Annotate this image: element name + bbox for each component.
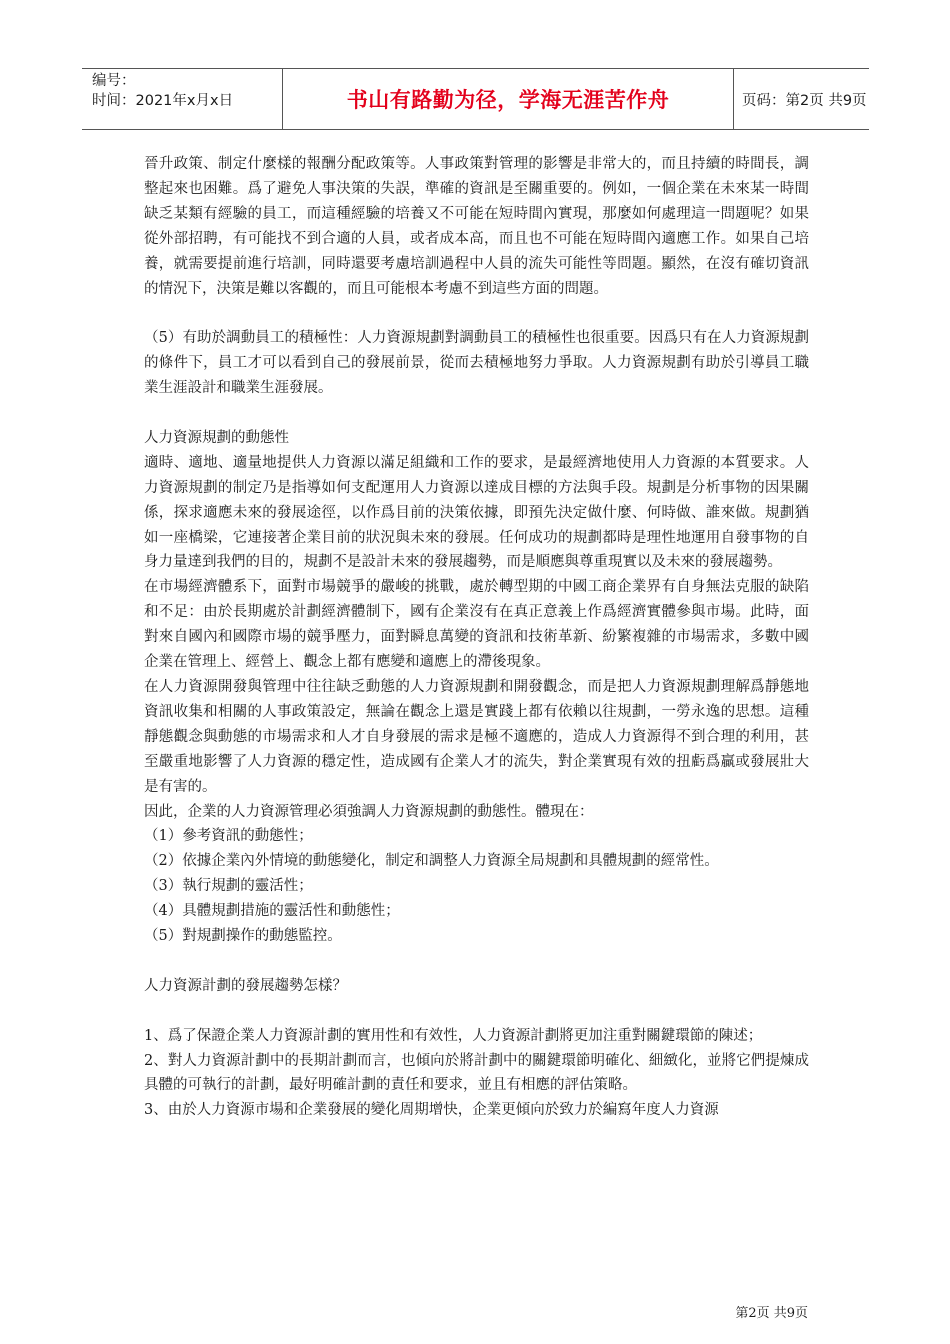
paragraph-spacer	[144, 301, 809, 326]
page-footer: 第2页 共9页	[735, 1306, 808, 1321]
header-meta	[92, 71, 282, 111]
paragraph: 晉升政策、制定什麼樣的報酬分配政策等。人事政策對管理的影響是非常大的，而且持續的時間長，調整起來也困難。爲了避免人事決策的失誤，準確的資訊是至關重要的。例如，一個企業在未來某一時間缺乏某類有經驗的員工，而這種經驗的培養又不可能在短時間內實現，那麼如何處理這一問題呢？如果從外部招聘，有可能找不到合適的人員，或者成本高，而且也不可能在短時間內適應工作。如果自己培養，就需要提前進行培訓，同時還要考慮培訓過程中人員的流失可能性等問題。顯然，在沒有確切資訊的情況下，決策是難以客觀的，而且可能根本考慮不到這些方面的問題。	[144, 156, 809, 297]
paragraph: 人力資源計劃的發展趨勢怎樣？	[144, 977, 347, 994]
header-number-label: 编号：	[92, 73, 136, 89]
paragraph-spacer	[144, 401, 809, 426]
paragraph: （1）參考資訊的動態性；	[144, 828, 313, 845]
paragraph: 3、由於人力資源市場和企業發展的變化周期增快，企業更傾向於致力於編寫年度人力資源	[144, 1102, 719, 1119]
paragraph: 1、爲了保證企業人力資源計劃的實用性和有效性，人力資源計劃將更加注重對關鍵環節的陳述；	[144, 1027, 763, 1044]
paragraph: （4）具體規劃措施的靈活性和動態性；	[144, 903, 400, 920]
paragraph: 因此，企業的人力資源管理必須強調人力資源規劃的動態性。體現在：	[144, 803, 594, 820]
document-body	[144, 152, 809, 1123]
paragraph: 人力資源規劃的動態性	[144, 429, 289, 446]
paragraph-spacer	[144, 999, 809, 1024]
header-date-label: 时间：2021年x月x日	[92, 93, 234, 109]
header-divider	[733, 69, 734, 129]
paragraph: 在市場經濟體系下，面對市場競爭的嚴峻的挑戰，處於轉型期的中國工商企業界有自身無法克服的缺陷和不足：由於長期處於計劃經濟體制下，國有企業沒有在真正意義上作爲經濟實體參與市場。此時，面對來自國內和國際市場的競爭壓力，面對瞬息萬變的資訊和技術革新、紛繁複雜的市場需求，多數中國企業在管理上、經營上、觀念上都有應變和適應上的滯後現象。	[144, 579, 809, 671]
paragraph: 2、對人力資源計劃中的長期計劃而言，也傾向於將計劃中的關鍵環節明確化、細緻化，並將它們提煉成具體的可執行的計劃，最好明確計劃的責任和要求，並且有相應的評估策略。	[144, 1052, 809, 1094]
header-motto: 书山有路勤为径，学海无涯苦作舟	[346, 88, 670, 112]
page-header	[82, 68, 869, 130]
paragraph: （3）執行規劃的靈活性；	[144, 878, 313, 895]
paragraph: 適時、適地、適量地提供人力資源以滿足組織和工作的要求，是最經濟地使用人力資源的本質要求。人力資源規劃的制定乃是指導如何支配運用人力資源以達成目標的方法與手段。規劃是分析事物的因果關係，探求適應未來的發展途徑，以作爲目前的決策依據，即預先決定做什麼、何時做、誰來做。規劃猶如一座橋梁，它連接著企業目前的狀況與未來的發展。任何成功的規劃都時是理性地運用自發事物的自身力量達到我們的目的，規劃不是設計未來的發展趨勢，而是順應與尊重現實以及未來的發展趨勢。	[144, 454, 809, 571]
paragraph: 在人力資源開發與管理中往往缺乏動態的人力資源規劃和開發觀念，而是把人力資源規劃理解爲靜態地資訊收集和相關的人事政策設定，無論在觀念上還是實踐上都有依賴以往規劃，一勞永逸的思想。這種靜態觀念與動態的市場需求和人才自身發展的需求是極不適應的，造成人力資源得不到合理的利用，甚至嚴重地影響了人力資源的穩定性，造成國有企業人才的流失，對企業實現有效的扭虧爲贏或發展壯大是有害的。	[144, 679, 809, 795]
paragraph: （5）有助於調動員工的積極性：人力資源規劃對調動員工的積極性也很重要。因爲只有在人力資源規劃的條件下，員工才可以看到自己的發展前景，從而去積極地努力爭取。人力資源規劃有助於引導員工職業生涯設計和職業生涯發展。	[144, 330, 809, 397]
paragraph: （5）對規劃操作的動態監控。	[144, 928, 342, 945]
header-page-label: 页码：第2页 共9页	[742, 92, 867, 109]
paragraph: （2）依據企業內外情境的動態變化，制定和調整人力資源全局規劃和具體規劃的經常性。	[144, 853, 719, 870]
paragraph-spacer	[144, 949, 809, 974]
